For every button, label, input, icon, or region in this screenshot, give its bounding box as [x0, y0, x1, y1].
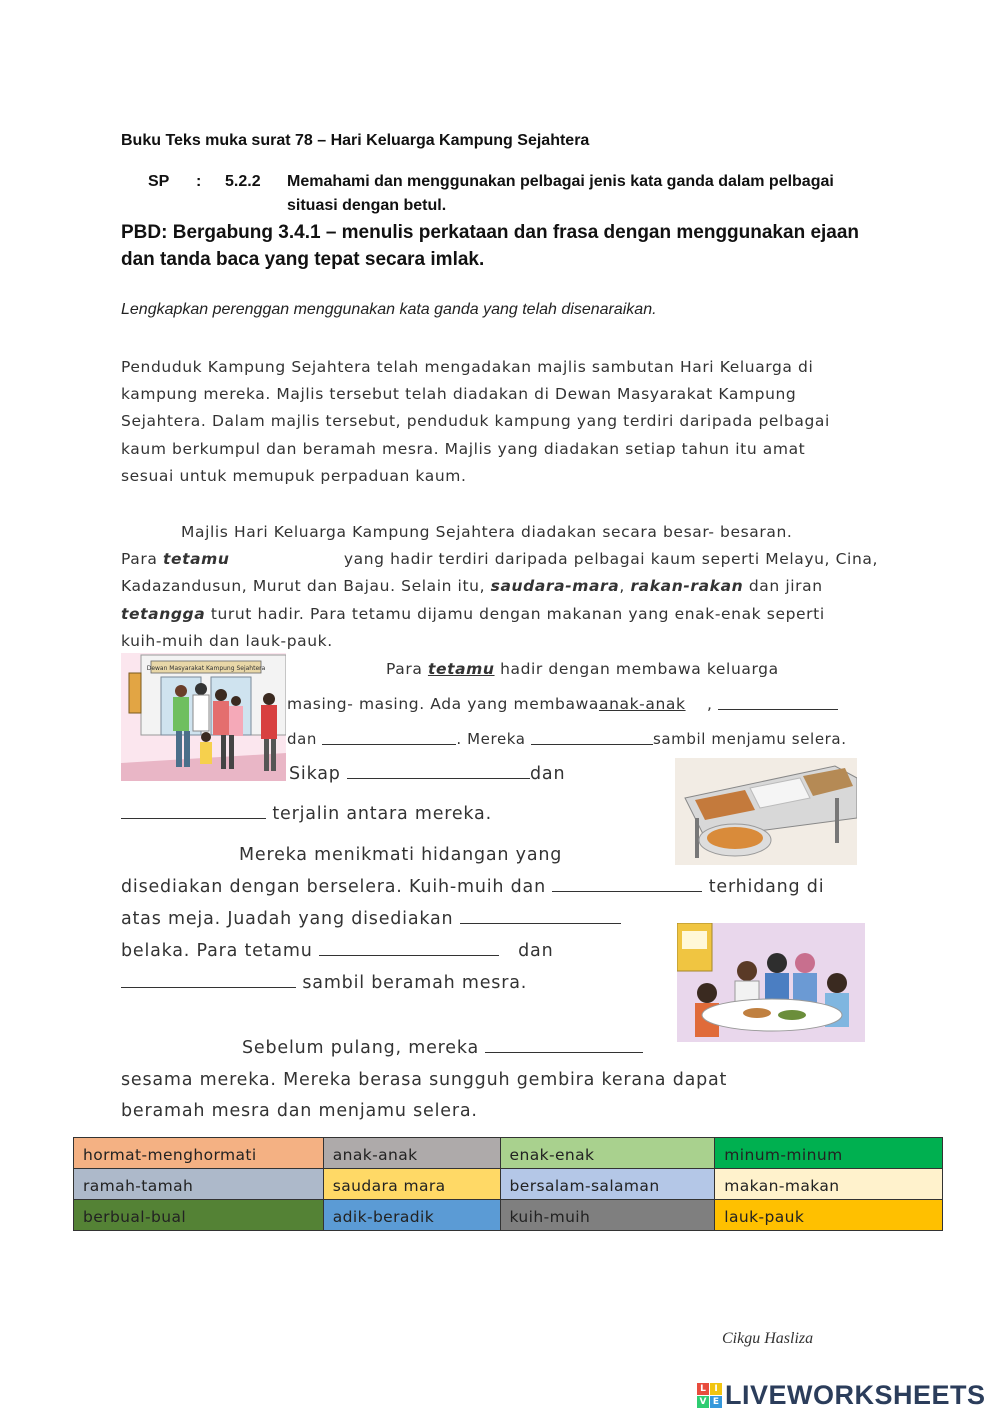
answer-input-7[interactable]	[460, 912, 621, 926]
para3-line: Sikap dan	[289, 764, 566, 784]
worksheet-title: Buku Teks muka surat 78 – Hari Keluarga Kampung Sejahtera	[121, 132, 590, 149]
word-bank-cell[interactable]: adik-beradik	[323, 1200, 500, 1231]
pbd-line2: dan tanda baca yang tepat secara imlak.	[121, 249, 485, 270]
para2-text: Para tetamu	[121, 550, 230, 568]
answer-blank-6[interactable]	[552, 877, 702, 892]
word-bank-cell[interactable]: ramah-tamah	[74, 1169, 324, 1200]
para1-line: Sejahtera. Dalam majlis tersebut, penduduk kampung yang terdiri daripada pelbagai	[121, 412, 830, 430]
para5-line: sesama mereka. Mereka berasa sungguh gembira kerana dapat	[121, 1070, 728, 1090]
word-bank-row	[74, 1200, 943, 1231]
word-bank-cell[interactable]: kuih-muih	[500, 1200, 715, 1231]
para2-line	[121, 550, 878, 568]
answer-blank-2[interactable]	[322, 730, 456, 745]
para4-line: sambil beramah mesra.	[121, 973, 527, 993]
para2-text: yang hadir terdiri daripada pelbagai kaum seperti Melayu, Cina,	[343, 550, 878, 568]
buffet-illustration	[675, 758, 857, 865]
brand-name[interactable]: LIVEWORKSHEETS	[725, 1380, 986, 1410]
answer-input-4[interactable]	[347, 767, 530, 781]
para4-line: belaka. Para tetamu dan	[121, 941, 554, 961]
word-bank-cell[interactable]: makan-makan	[715, 1169, 943, 1200]
answer-input-6[interactable]	[552, 880, 702, 894]
word-bank-cell[interactable]: minum-minum	[715, 1138, 943, 1169]
para1-line: Penduduk Kampung Sejahtera telah mengadakan majlis sambutan Hari Keluarga di	[121, 358, 814, 376]
keyword-tetamu-underlined: tetamu	[427, 660, 495, 678]
word-bank-cell[interactable]: saudara mara	[323, 1169, 500, 1200]
answer-blank-9[interactable]	[121, 973, 296, 988]
answer-anak-anak: anak-anak	[598, 695, 686, 713]
keyword-saudara-mara: saudara-mara	[490, 577, 620, 595]
word-bank-cell[interactable]: hormat-menghormati	[74, 1138, 324, 1169]
answer-blank-10[interactable]	[485, 1038, 643, 1053]
para3-line: Para tetamu hadir dengan membawa keluarga	[386, 660, 779, 678]
para2-line: Kadazandusun, Murut dan Bajau. Selain itu, saudara-mara, rakan-rakan dan jiran	[121, 577, 823, 595]
para2-line: Majlis Hari Keluarga Kampung Sejahtera diadakan secara besar- besaran.	[181, 523, 793, 541]
para4-line: Mereka menikmati hidangan yang	[239, 845, 563, 865]
sp-description-line2: situasi dengan betul.	[287, 197, 447, 214]
para4-line: atas meja. Juadah yang disediakan	[121, 909, 621, 929]
word-bank-cell[interactable]: bersalam-salaman	[500, 1169, 715, 1200]
word-bank-row	[74, 1169, 943, 1200]
word-bank-cell[interactable]: enak-enak	[500, 1138, 715, 1169]
logo-icon: L I V E	[697, 1383, 722, 1408]
sp-label: SP	[148, 173, 170, 190]
pbd-line1: PBD: Bergabung 3.4.1 – menulis perkataan dan frasa dengan menggunakan ejaan	[121, 222, 860, 243]
keyword-tetamu: tetamu	[162, 550, 230, 568]
answer-blank-8[interactable]	[319, 941, 499, 956]
sp-code: 5.2.2	[225, 173, 261, 190]
para2-line: tetangga turut hadir. Para tetamu dijamu dengan makanan yang enak-enak seperti	[121, 605, 825, 623]
answer-input-9[interactable]	[121, 976, 296, 990]
keyword-tetangga: tetangga	[121, 605, 206, 623]
answer-input-10[interactable]	[485, 1041, 643, 1055]
sp-description-line1: Memahami dan menggunakan pelbagai jenis kata ganda dalam pelbagai	[287, 173, 834, 190]
answer-input-3[interactable]	[531, 732, 653, 746]
answer-blank-7[interactable]	[460, 909, 621, 924]
answer-input-1[interactable]	[718, 697, 838, 711]
para3-line: dan . Mereka sambil menjamu selera.	[287, 730, 847, 748]
keyword-rakan-rakan: rakan-rakan	[630, 577, 744, 595]
word-bank-cell[interactable]: berbual-bual	[74, 1200, 324, 1231]
sp-colon: :	[196, 173, 202, 190]
word-bank-cell[interactable]: lauk-pauk	[715, 1200, 943, 1231]
para5-line: beramah mesra dan menjamu selera.	[121, 1101, 478, 1121]
word-bank-cell[interactable]: anak-anak	[323, 1138, 500, 1169]
para1-line: kampung mereka. Majlis tersebut telah diadakan di Dewan Masyarakat Kampung	[121, 385, 797, 403]
answer-input-8[interactable]	[319, 944, 499, 958]
para2-line: kuih-muih dan lauk-pauk.	[121, 632, 333, 650]
para3-line: terjalin antara mereka.	[121, 804, 492, 824]
signature: Cikgu Hasliza	[722, 1330, 814, 1347]
word-bank-row	[74, 1138, 943, 1169]
answer-blank-1[interactable]	[718, 695, 838, 710]
liveworksheets-logo	[697, 1380, 986, 1411]
para1-line: kaum berkumpul dan beramah mesra. Majlis yang diadakan setiap tahun itu amat	[121, 440, 806, 458]
para3-line: masing- masing. Ada yang membawaanak-anak ,	[287, 695, 838, 713]
answer-input-5[interactable]	[121, 807, 266, 821]
dining-illustration	[677, 923, 865, 1042]
answer-blank-3[interactable]	[531, 730, 653, 745]
para1-line: sesuai untuk memupuk perpaduan kaum.	[121, 467, 467, 485]
answer-input-2[interactable]	[322, 732, 456, 746]
para5-line: Sebelum pulang, mereka	[242, 1038, 643, 1058]
answer-blank-5[interactable]	[121, 804, 266, 819]
hall-sign-text: Dewan Masyarakat Kampung Sejahtera	[146, 665, 266, 672]
answer-blank-4[interactable]	[347, 764, 530, 779]
para4-line: disediakan dengan berselera. Kuih-muih dan terhidang di	[121, 877, 825, 897]
instruction: Lengkapkan perenggan menggunakan kata ganda yang telah disenaraikan.	[121, 301, 657, 318]
family-illustration	[121, 653, 286, 781]
word-bank	[73, 1137, 943, 1231]
